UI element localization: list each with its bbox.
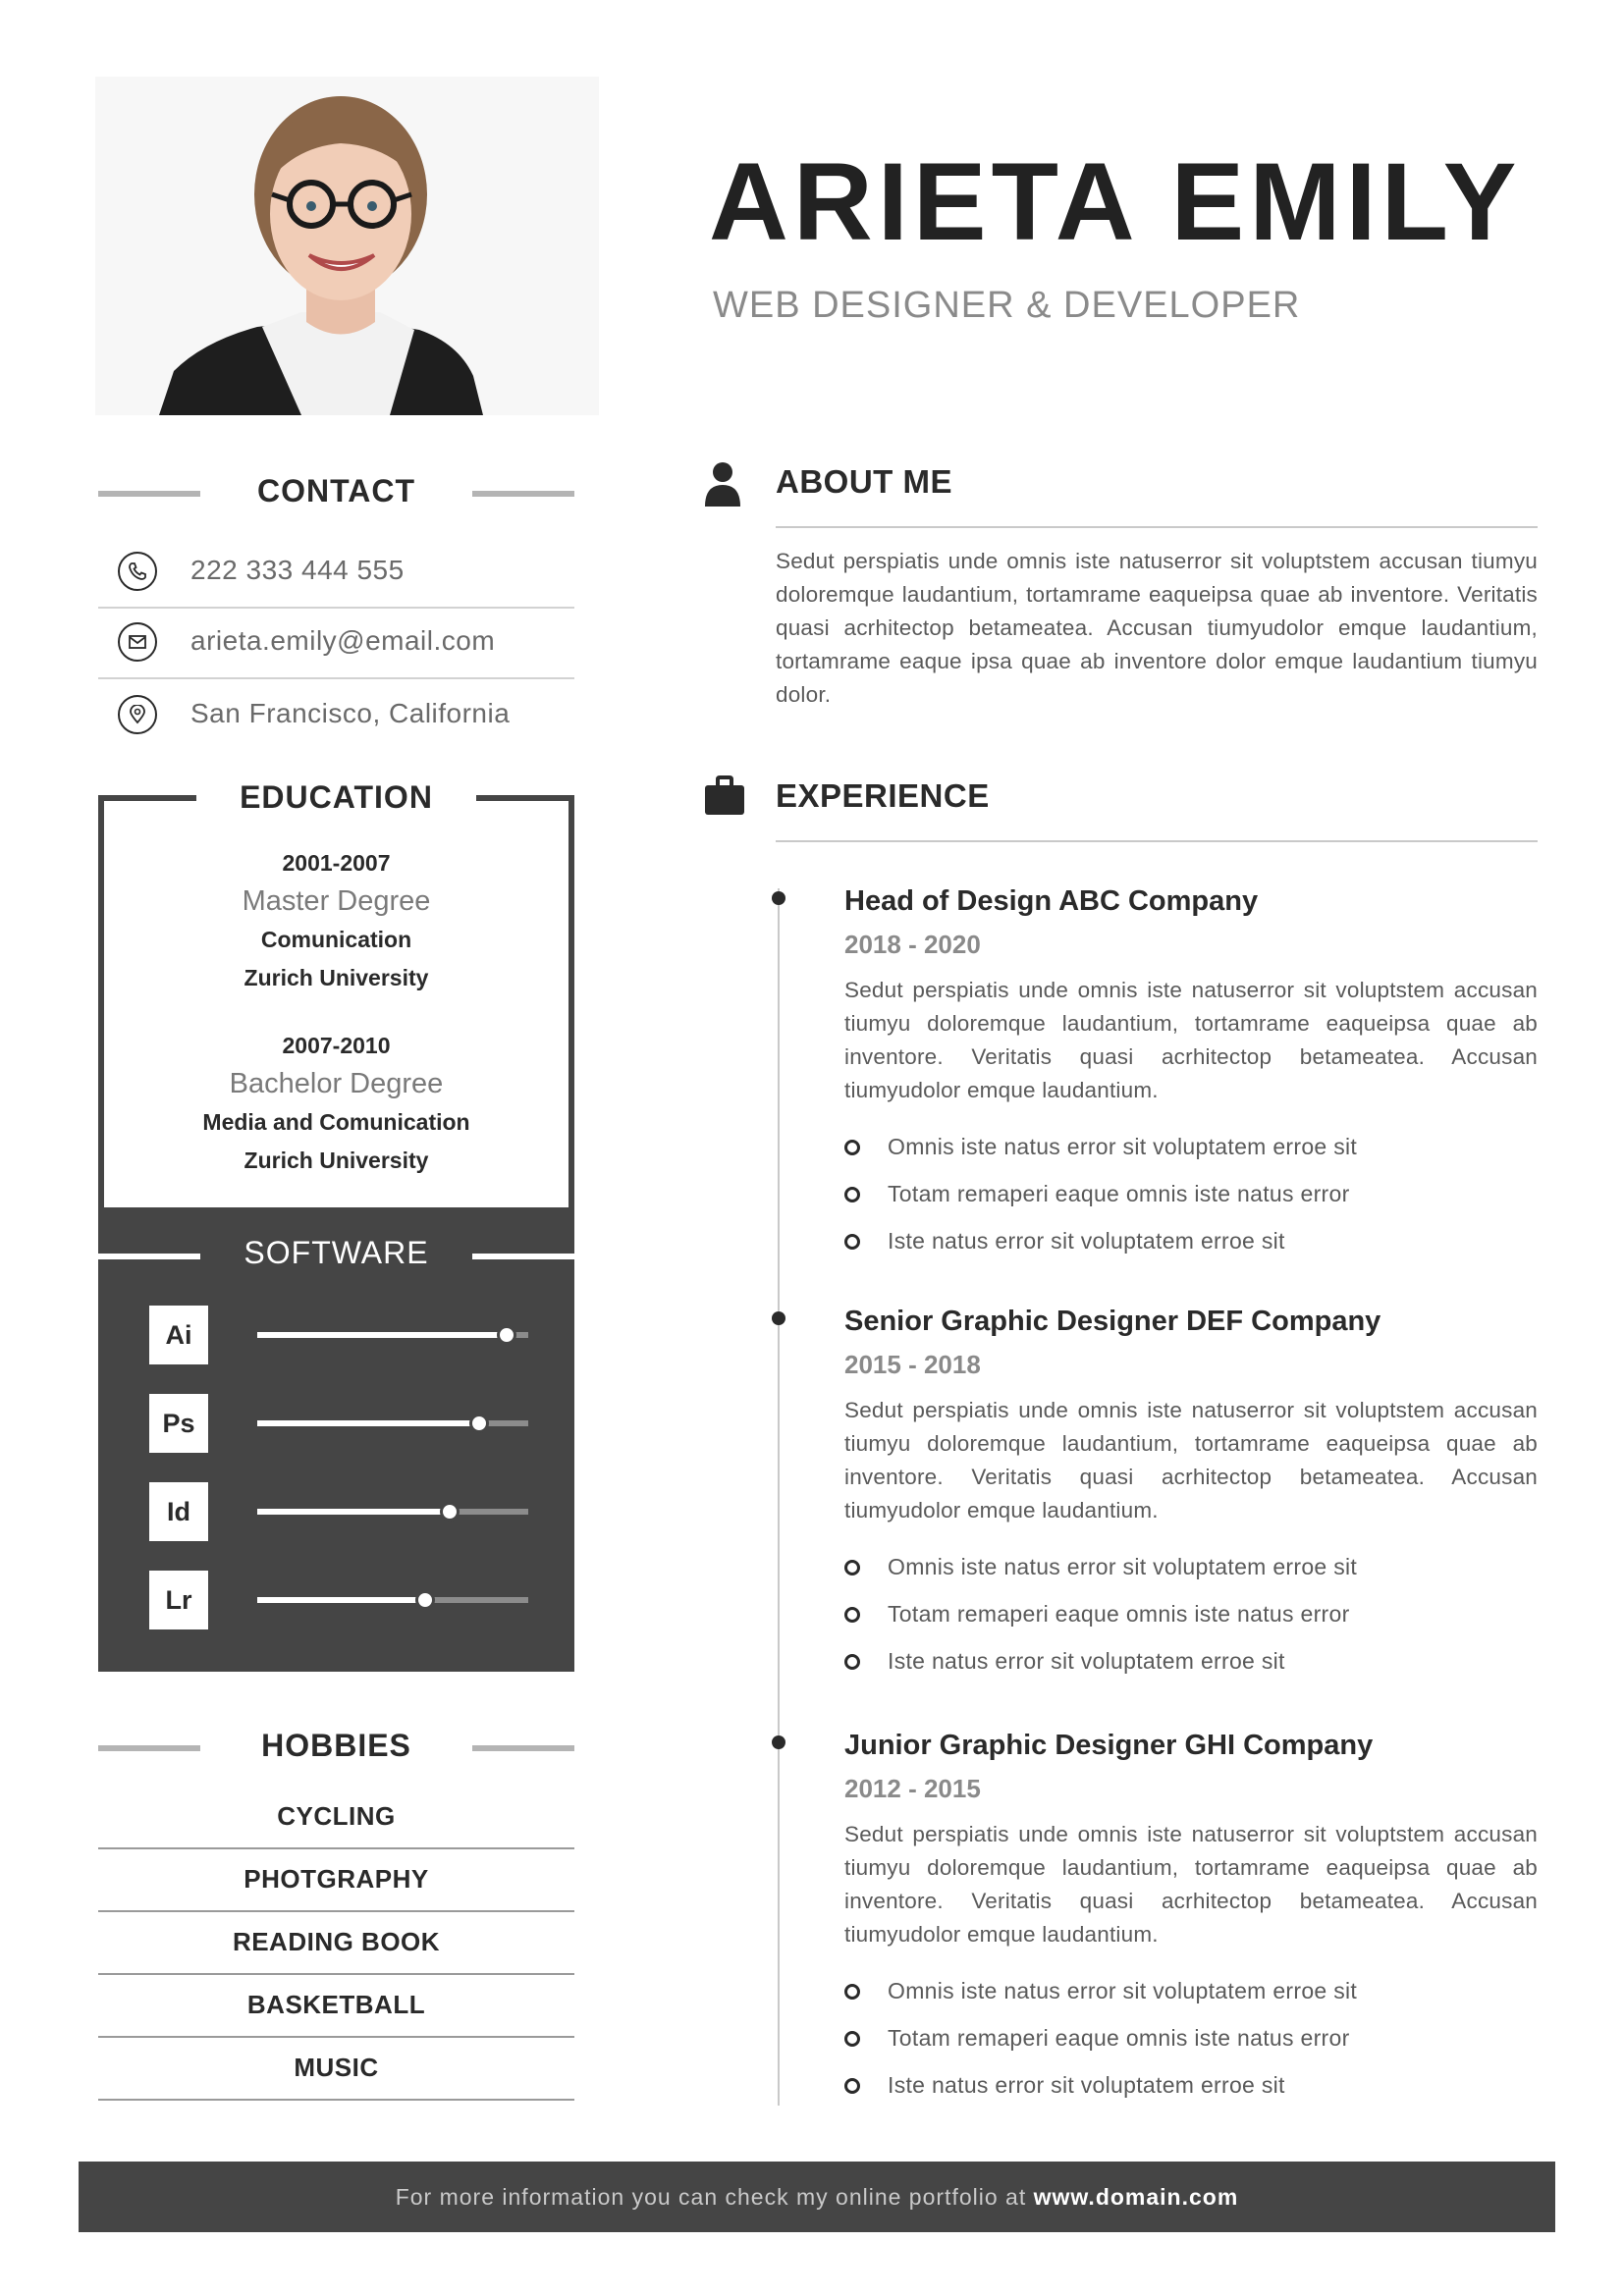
skill-row-ai	[149, 1306, 528, 1364]
job-years: 2015 - 2018	[844, 1350, 981, 1379]
circle-bullet-icon	[844, 1234, 860, 1250]
experience-section-header	[705, 775, 1538, 864]
education-degree: Bachelor Degree	[229, 1068, 444, 1099]
bullet-text: Omnis iste natus error sit voluptatem erroe sit	[888, 1134, 1358, 1159]
timeline-dot	[772, 891, 785, 905]
job-years: 2012 - 2015	[844, 1774, 981, 1803]
hobby-label: BASKETBALL	[246, 1990, 426, 2019]
skill-bar	[257, 1597, 528, 1603]
bullet-text: Totam remaperi eaque omnis iste natus error	[888, 2025, 1350, 2051]
circle-bullet-icon	[844, 1140, 860, 1155]
job-bullet	[844, 1123, 1538, 1170]
bullet-text: Omnis iste natus error sit voluptatem erroe sit	[888, 1554, 1358, 1579]
circle-bullet-icon	[844, 2078, 860, 2094]
indesign-icon: Id	[149, 1482, 208, 1541]
job-bullet	[844, 1170, 1538, 1217]
circle-bullet-icon	[844, 1654, 860, 1670]
email-address[interactable]: arieta.emily@email.com	[190, 625, 496, 656]
education-entry	[104, 844, 568, 997]
job-bullet	[844, 1590, 1538, 1637]
hobby-item	[98, 1849, 574, 1912]
education-entry	[104, 1027, 568, 1180]
skill-bar	[257, 1509, 528, 1515]
contact-title: CONTACT	[256, 473, 416, 508]
divider	[98, 677, 574, 679]
job-bullet	[844, 1967, 1538, 2014]
skill-row-id	[149, 1482, 528, 1541]
bullet-text: Iste natus error sit voluptatem erroe sit	[888, 1648, 1285, 1674]
software-title: SOFTWARE	[244, 1235, 429, 1270]
contact-section-header	[98, 473, 574, 512]
bullet-text: Totam remaperi eaque omnis iste natus error	[888, 1601, 1350, 1627]
bullet-text: Iste natus error sit voluptatem erroe sit	[888, 2072, 1285, 2098]
skill-bar-knob	[469, 1414, 489, 1433]
skill-bar-fill	[257, 1332, 507, 1338]
bullet-text: Omnis iste natus error sit voluptatem erroe sit	[888, 1978, 1358, 2003]
job-title: Head of Design ABC Company	[844, 885, 1259, 917]
skill-bar-fill	[257, 1509, 450, 1515]
phone-icon	[118, 552, 157, 591]
divider	[776, 526, 1538, 528]
job-years: 2018 - 2020	[844, 930, 981, 959]
education-years: 2007-2010	[282, 1033, 391, 1058]
timeline-dot	[772, 1735, 785, 1749]
job-title: Senior Graphic Designer DEF Company	[844, 1306, 1381, 1337]
job-bullets	[844, 1967, 1538, 2109]
job-bullet	[844, 1543, 1538, 1590]
skill-bar	[257, 1420, 528, 1426]
user-icon	[705, 461, 746, 505]
hobby-label: READING BOOK	[232, 1927, 441, 1956]
job-bullets	[844, 1123, 1538, 1264]
about-text: Sedut perspiatis unde omnis iste natuserror sit voluptstem accusan tiumyu doloremque laudantium, tortamrame eaqueipsa quae ab inventore. Veritatis quasi acrhitectop betameatea. Accusan tiumyudolor emque laudantium, tortamrame eaque ipsa quae ab inventore dolor emque laudantium tiumyu dolor.	[776, 549, 1538, 707]
experience-entry	[844, 1724, 1538, 2109]
divider	[98, 607, 574, 609]
education-school: Zurich University	[244, 965, 429, 990]
software-section-header	[98, 1232, 574, 1281]
hobby-item	[98, 2038, 574, 2101]
hobby-label: PHOTGRAPHY	[244, 1864, 429, 1894]
bullet-text: Totam remaperi eaque omnis iste natus error	[888, 1181, 1350, 1206]
photoshop-icon: Ps	[149, 1394, 208, 1453]
job-bullet	[844, 1637, 1538, 1684]
hobby-item	[98, 1975, 574, 2038]
job-bullet	[844, 2061, 1538, 2109]
skill-bar-knob	[415, 1590, 435, 1610]
contact-location-row	[98, 683, 574, 752]
footer-text: For more information you can check my online portfolio at	[395, 2184, 1034, 2210]
candidate-role: WEB DESIGNER & DEVELOPER	[713, 285, 1301, 326]
skill-bar-fill	[257, 1420, 479, 1426]
contact-email-row	[98, 611, 574, 679]
about-section-header	[705, 461, 1538, 550]
experience-entry	[844, 1300, 1538, 1684]
circle-bullet-icon	[844, 1560, 860, 1575]
hobbies-title: HOBBIES	[261, 1728, 411, 1763]
profile-photo	[95, 77, 599, 415]
header-rule	[472, 1745, 574, 1751]
skill-bar-fill	[257, 1597, 425, 1603]
job-bullets	[844, 1543, 1538, 1684]
contact-phone-row	[98, 540, 574, 609]
bullet-text: Iste natus error sit voluptatem erroe sit	[888, 1228, 1285, 1254]
location-text: San Francisco, California	[190, 698, 511, 728]
location-pin-icon	[118, 695, 157, 734]
hobbies-section-header	[98, 1728, 574, 1767]
education-major: Media and Comunication	[202, 1109, 470, 1135]
job-description: Sedut perspiatis unde omnis iste natuserror sit voluptstem accusan tiumyu doloremque laudantium, tortamrame eaqueipsa quae ab inventore. Veritatis quasi acrhitectop betameatea. Accusan tiumyudolor emque laudantium.	[844, 978, 1538, 1102]
divider	[98, 2099, 574, 2101]
skill-row-ps	[149, 1394, 528, 1453]
education-major: Comunication	[260, 927, 412, 952]
timeline-dot	[772, 1311, 785, 1325]
footer-bar	[79, 2162, 1555, 2232]
education-school: Zurich University	[244, 1148, 429, 1173]
education-title: EDUCATION	[196, 775, 476, 819]
job-description: Sedut perspiatis unde omnis iste natuserror sit voluptstem accusan tiumyu doloremque laudantium, tortamrame eaqueipsa quae ab inventore. Veritatis quasi acrhitectop betameatea. Accusan tiumyudolor emque laudantium.	[844, 1822, 1538, 1947]
job-bullet	[844, 2014, 1538, 2061]
mail-icon	[118, 622, 157, 662]
skill-bar	[257, 1332, 528, 1338]
circle-bullet-icon	[844, 1607, 860, 1623]
header-rule	[472, 1254, 574, 1259]
about-title: ABOUT ME	[776, 463, 952, 500]
experience-entry	[844, 880, 1538, 1264]
job-description: Sedut perspiatis unde omnis iste natuserror sit voluptstem accusan tiumyu doloremque laudantium, tortamrame eaqueipsa quae ab inventore. Veritatis quasi acrhitectop betameatea. Accusan tiumyudolor emque laudantium.	[844, 1398, 1538, 1522]
job-title: Junior Graphic Designer GHI Company	[844, 1730, 1374, 1761]
illustrator-icon: Ai	[149, 1306, 208, 1364]
divider	[776, 840, 1538, 842]
circle-bullet-icon	[844, 1187, 860, 1202]
skill-row-lr	[149, 1571, 528, 1629]
lightroom-icon: Lr	[149, 1571, 208, 1629]
circle-bullet-icon	[844, 1984, 860, 2000]
hobby-item	[98, 1912, 574, 1975]
hobby-item	[98, 1787, 574, 1849]
skill-bar-knob	[440, 1502, 460, 1522]
candidate-name: ARIETA EMILY	[709, 140, 1522, 263]
hobby-label: MUSIC	[294, 2053, 379, 2082]
portfolio-link[interactable]: www.domain.com	[1033, 2184, 1239, 2210]
briefcase-icon	[705, 775, 746, 819]
header-rule	[472, 491, 574, 497]
phone-number: 222 333 444 555	[190, 555, 405, 585]
circle-bullet-icon	[844, 2031, 860, 2047]
job-bullet	[844, 1217, 1538, 1264]
education-degree: Master Degree	[242, 885, 431, 917]
timeline-line	[778, 888, 780, 2106]
experience-title: EXPERIENCE	[776, 777, 990, 814]
skill-bar-knob	[497, 1325, 516, 1345]
education-years: 2001-2007	[282, 850, 391, 876]
hobby-label: CYCLING	[277, 1801, 396, 1831]
